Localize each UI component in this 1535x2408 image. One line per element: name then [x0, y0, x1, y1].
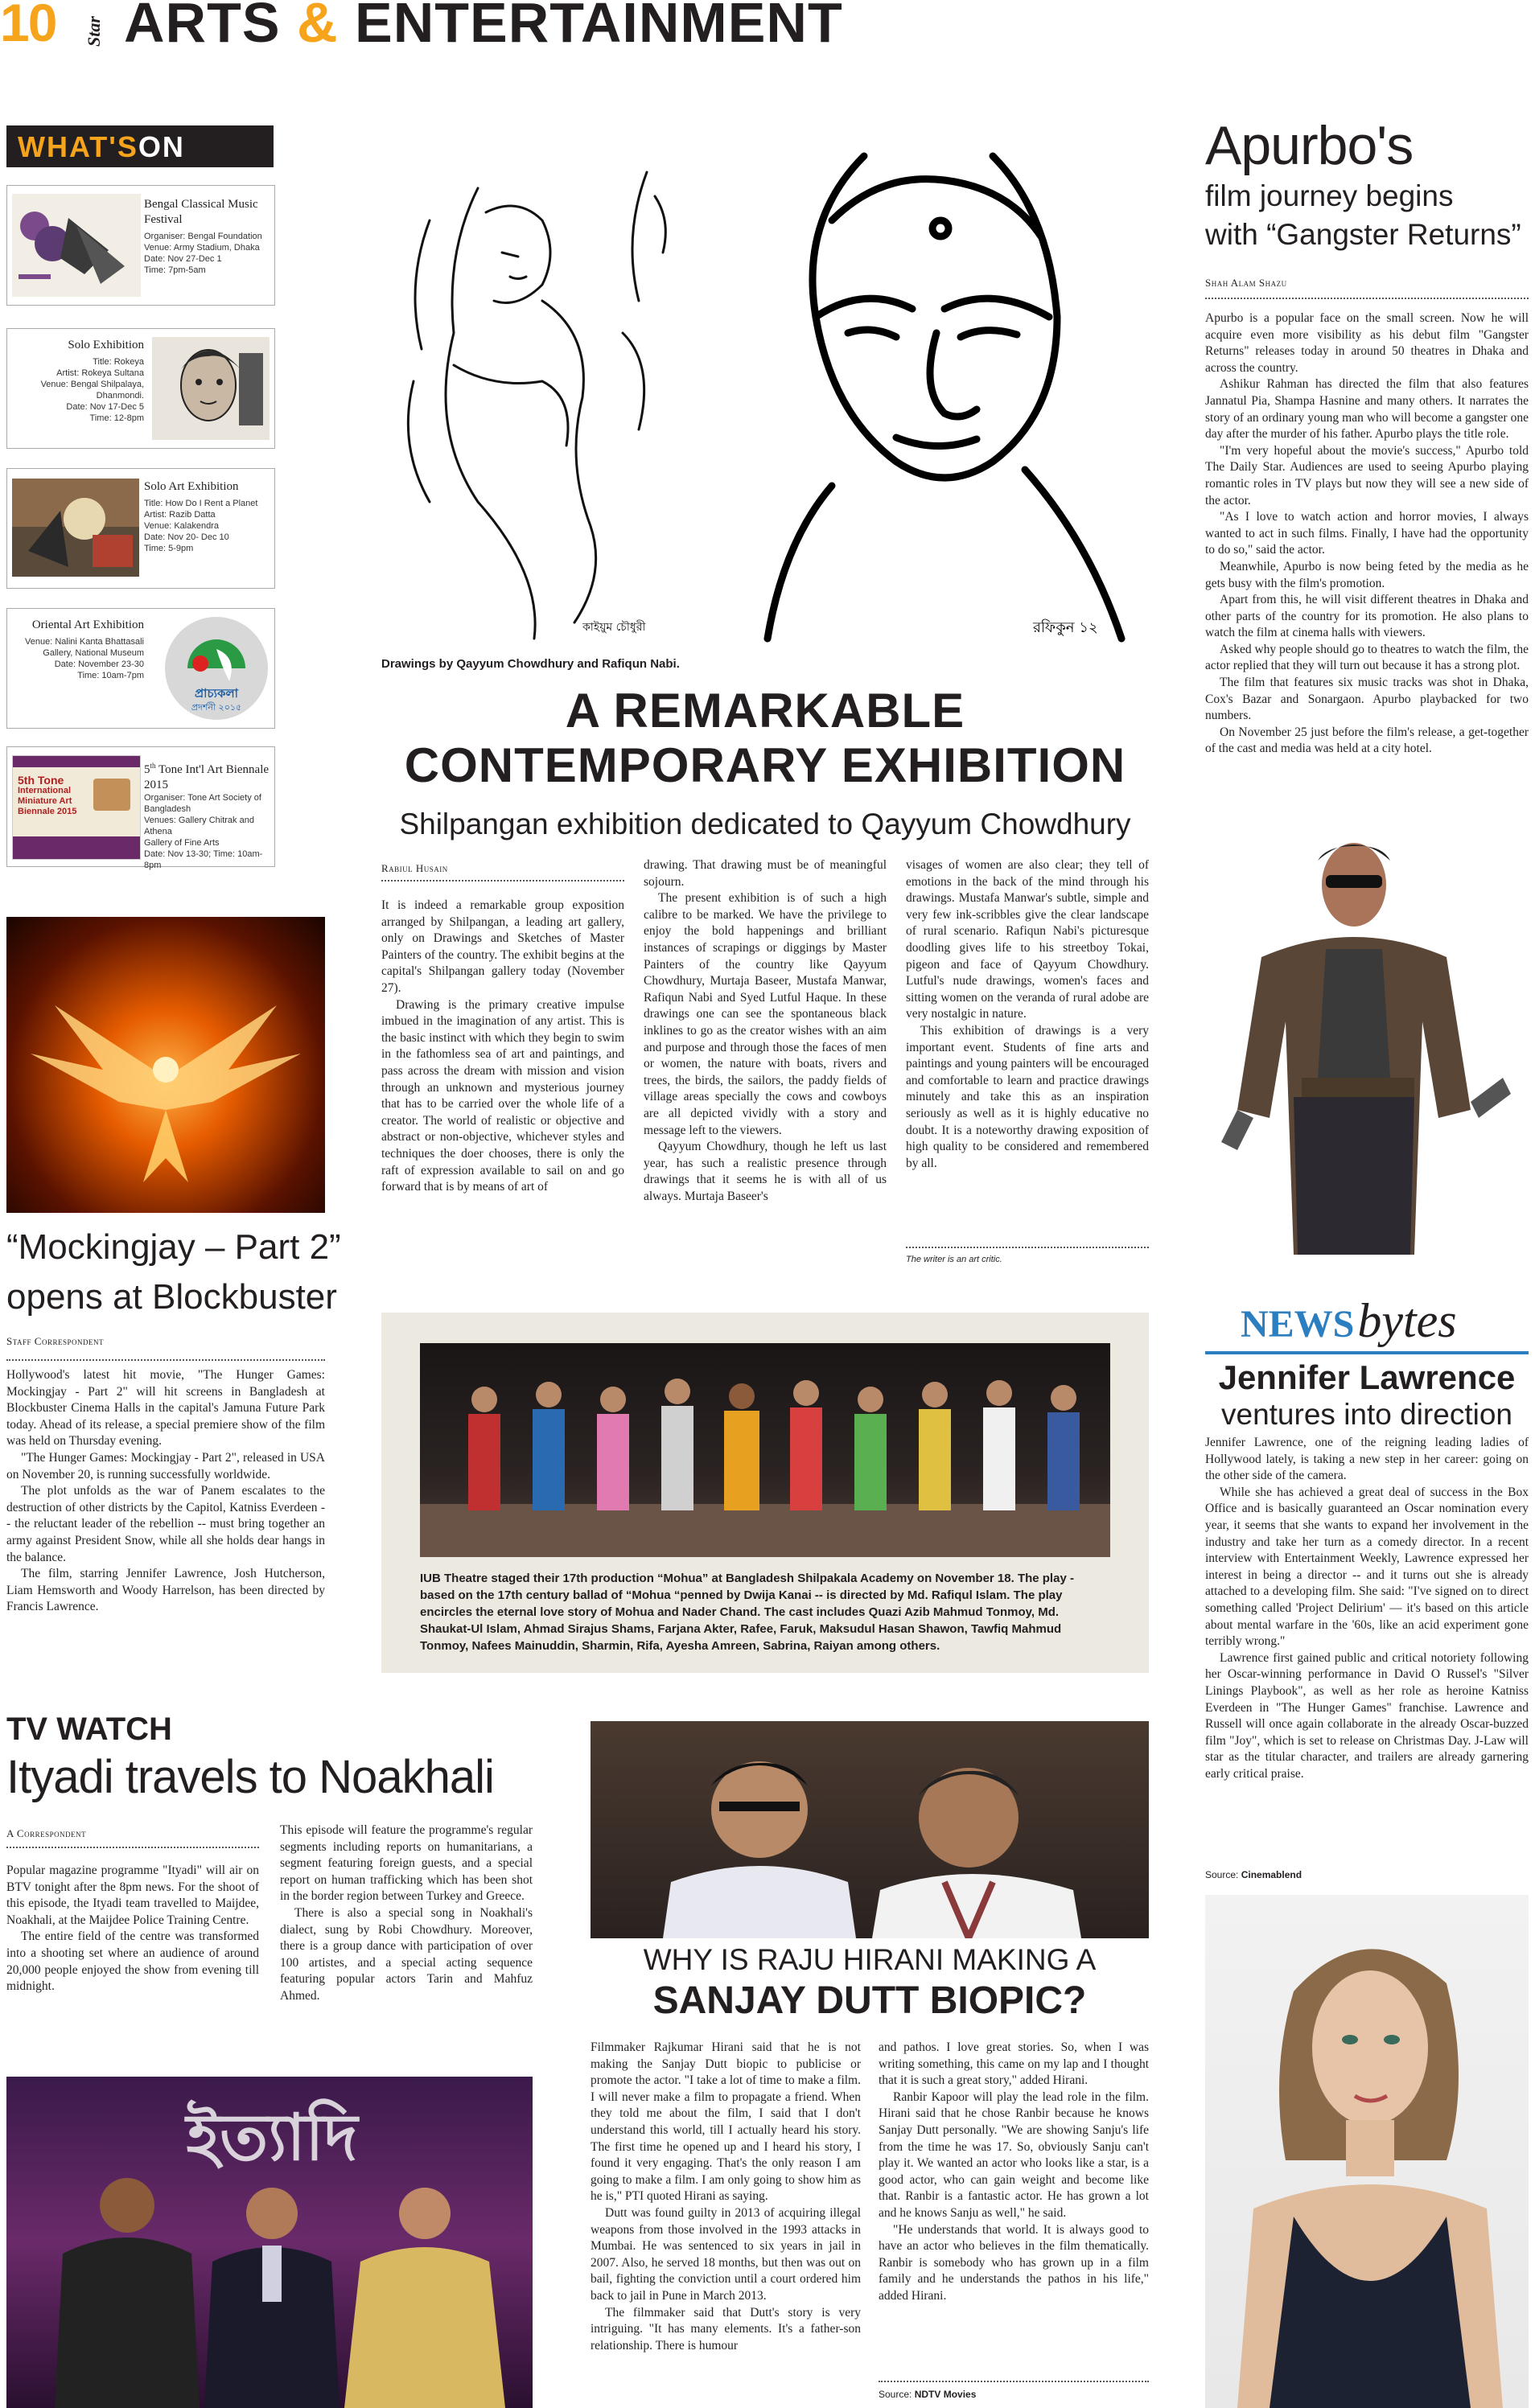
apurbo-headline: Apurbo's film journey begins with “Gangster Returns” — [1205, 115, 1521, 251]
event-logo-year: প্রদর্শনী ২০১৫ — [191, 702, 242, 713]
two-men-image — [591, 1721, 1149, 1938]
mockingjay-photo — [6, 917, 325, 1213]
news-bytes-label: NEWS bytes — [1241, 1294, 1457, 1347]
event-details: Organiser: Bengal Foundation Venue: Army Stadium, Dhaka Date: Nov 27-Dec 1 Time: 7pm-5am — [144, 232, 262, 275]
ityadi-col1: Popular magazine programme "Ityadi" will air on BTV tonight after the 8pm news. For the shoot of this episode, the Ityadi team travelled to Maijdee, Noakhali, at the Maijdee Police Training Centre. The entire field of the centre was transformed into a shooting set where an audience of around 20,000 people enjoyed the show from evening till midnight. — [6, 1864, 259, 1994]
event-details: Title: How Do I Rent a Planet Artist: Razib Datta Venue: Kalakendra Date: Nov 20- Dec 10 Time: 5-9pm — [144, 499, 258, 553]
divider — [1205, 298, 1529, 299]
section-title — [124, 0, 843, 55]
page-number: 10 — [0, 0, 56, 52]
divider — [879, 2381, 1149, 2382]
event-card — [6, 746, 275, 870]
event-title: Oriental Art Exhibition — [31, 618, 144, 631]
apurbo-body: Apurbo is a popular face on the small screen. Now he will acquire even more visibility as his debut film "Gangster Returns" releases today in around 50 theatres in Dhaka and across the country. Ashikur Rahman has directed the film that also features Jannatul Pia, Shampa Hasnine and many others. It narrates the story of an ordinary young man who will become a gangster one day after the murder of his father. Apurbo plays the title role. "I'm very hopeful about the movie's success," Apurbo told The Daily Star. Audiences are used to seeing Apurbo playing romantic roles in TV plays but now they will see a new side of the actor. "As I love to watch action and horror movies, I always wanted to act in such films. Finally, I have had the opportunity to do so," said the actor. Meanwhile, Apurbo is now being feted by the media as he gets busy with the film's promotion. Apart from this, he will visit different theatres in Dhaka and other parts of the country for its promotion. He also plans to watch the film at cinema halls with viewers. Asked why people should go to theatres to watch the film, the actor replied that they will turn out because it has a strong plot. The film that features six music tracks was shot in Dhaka, Cox's Bazar and Sonargaon. Apurbo playbacked for two numbers. On November 25 just before the film's release, a get-together of the cast and media was held at a city hotel. — [1205, 311, 1529, 756]
mockingjay-bird-icon — [6, 917, 325, 1213]
ityadi-byline: A Correspondent — [6, 1827, 87, 1839]
mockingjay-body: Hollywood's latest hit movie, "The Hunger Games: Mockingjay - Part 2" will hit screens in Bangladesh at Blockbuster Cinema Halls in the capital's Jamuna Future Park today. Ahead of its release, a special premiere show of the film was held on Thursday evening. "The Hunger Games: Mockingjay - Part 2", released in USA on November 20, is running successfully worldwide. The plot unfolds as the war of Panem escalates to the destruction of other districts by the Capitol, Katniss Everdeen -- the reluctant leader of the rebellion -- must bring together an army against President Snow, while all she holds dear hangs in the balance. The film, starring Jennifer Lawrence, Josh Hutcherson, Liam Hemsworth and Woody Harrelson, has been directed by Francis Lawrence. — [6, 1368, 325, 1614]
theatre-box — [381, 1313, 1149, 1673]
whats-on-label: WHAT'SON — [18, 130, 185, 163]
hirani-source: Source: NDTV Movies — [879, 2389, 977, 2400]
hirani-headline: WHY IS RAJU HIRANI MAKING A SANJAY DUTT BIOPIC? — [643, 1943, 1097, 2022]
stage-cast-image — [420, 1343, 1110, 1557]
event-logo — [165, 617, 268, 720]
divider — [6, 1847, 259, 1848]
theatre-photo — [420, 1343, 1110, 1557]
hirani-col2: and pathos. I love great stories. So, when I was writing something, this came on my lap and I thought that it is such a great story," added Hirani. Ranbir Kapoor will play the lead role in the film. Hirani said that he chose Ranbir because he knows Sanjay Dutt personally. "We are showing Sanju's life from the time he was 17. So, obviously Sanju can't play it. We wanted an actor who looks like a star, is a good actor, who can gain weight and become like that. Ranbir is a fantastic actor. He has grown a lot and he knows Sanju as well," he said. "He understands that world. It is always good to have an actor who believes in the film thematically. Ranbir is somebody who has grown up in a film family and he understands the pathos in his life," added Hirani. — [879, 2040, 1149, 2303]
jlaw-source: Source: Cinemablend — [1205, 1869, 1302, 1880]
divider — [381, 880, 624, 881]
event-card — [6, 468, 275, 589]
ityadi-photo — [6, 2077, 533, 2408]
exhibition-photo-caption: Drawings by Qayyum Chowdhury and Rafiqun Nabi. — [381, 657, 680, 671]
mockingjay-byline: Staff Correspondent — [6, 1335, 104, 1347]
divider — [6, 1359, 325, 1361]
jlaw-headline: Jennifer Lawrence ventures into direction — [1218, 1358, 1516, 1431]
exhibition-col2: drawing. That drawing must be of meaningful sojourn. The present exhibition is of such a high calibre to be marked. We have the privilege to enjoy the bold happenings and brilliant instances of scrapings or diggings by Master Painters of the country like Qayyum Chowdhury, Murtaja Baseer, Mustafa Manwar, Rafiqun Nabi and Syed Lutful Haque. In these drawings one can see the spontaneous black inklines to go as the creator wishes with an aim and purpose and through those the faces of men or women, the nature with boats, rivers and trees, the birds, the sailors, the paddy fields of village areas specially the cows and cowboys are all depicted vividly with a story and message left to the viewers. Qayyum Chowdhury, though he left us last year, has such a realistic presence through drawings that it seems he is with all of us always. Murtaja Baseer's — [644, 858, 887, 1203]
exhibition-col3: visages of women are also clear; they tell of emotions in the back of the mind through his drawings. Mustafa Manwar's subtle, simple and very few ink-scribbles give the clear landscape of rural scenario. Rafiqun Nabi's picturesque doodling gives life to his streetboy Tokai, pigeon and face of Qayyum Chowdhury. Lutful's nude drawings, women's faces and sitting women on the veranda of rural adobe are very nostalgic in nature. This exhibition of drawings is a very important event. Students of fine arts and paintings and young painters will be encouraged and comfortable to learn and practice drawings minutely and take this as an inspiration seriously as well as it is highly educative no doubt. It is a noteworthy drawing exposition of high quality to be considered and remembered by all. — [906, 858, 1149, 1170]
event-card — [6, 185, 275, 306]
ink-drawing-image — [381, 124, 1149, 650]
exhibition-byline: Rabiul Husain — [381, 862, 448, 874]
writer-note: The writer is an art critic. — [906, 1255, 1002, 1264]
ityadi-headline: Ityadi travels to Noakhali — [6, 1751, 494, 1803]
exhibition-col1: It is indeed a remarkable group exposition arranged by Shilpangan, a leading art gallery, only on Drawings and Sketches of Master Painters of the country. The exhibit begins at the capital's Shilpangan gallery today (November 27). Drawing is the primary creative impulse imbued in the imagination of any artist. This is the basic instinct with which they begin to swim in the fathomless sea of art and paintings, and pass across the dream with mission and vision through an unknown and mysterious journey that has to be carried over the whole life of a creator. The world of realistic or objective and abstract or non-objective, whichever styles and techniques the doer chooses, there is only the raft of expression available to sail on and go forward that is by means of art of — [381, 898, 624, 1194]
event-card — [6, 608, 275, 729]
hosts-image — [6, 2173, 533, 2408]
event-image — [152, 337, 270, 440]
actor-figure-image — [1205, 836, 1535, 1255]
ityadi-col2: This episode will feature the programme's regular segments including reports on humanitarians, a segment featuring foreign guests, and a special report on human trafficking which has been shot in the border region between Turkey and Greece. There is also a special song in Noakhali's dialect, sung by Robi Chowdhury. Moreover, there is a group dance with participation of over 100 artistes, and a special acting sequence featuring popular actors Tarin and Mahfuz Ahmed. — [280, 1823, 533, 2003]
section-title-entertainment: ENTERTAINMENT — [355, 0, 843, 54]
brand-mark: Star — [84, 16, 104, 47]
event-title: Bengal Classical Music Festival — [144, 198, 258, 226]
event-logo-text: প্রাচ্যকলা — [194, 686, 238, 701]
jlaw-photo — [1205, 1895, 1529, 2408]
portrait-image — [1205, 1895, 1529, 2408]
exhibition-subhead: Shilpangan exhibition dedicated to Qayyum Chowdhury — [399, 807, 1131, 840]
apurbo-byline: Shah Alam Shazu — [1205, 277, 1287, 289]
stage-logo: ইত্যাদি — [186, 2100, 358, 2175]
event-details: Venue: Nalini Kanta Bhattasali Gallery, National Museum Date: November 23-30 Time: 10am-7pm — [25, 637, 144, 680]
exhibition-drawings — [381, 124, 1149, 650]
event-title: 5th Tone Int'l Art Biennale 2015 — [144, 762, 270, 791]
hirani-col1: Filmmaker Rajkumar Hirani said that he is not making the Sanjay Dutt biopic to publicise or promote the actor. "I take a lot of time to make a film. I will never make a film to propagate a friend. When they told me about the film, I said that I don't understand this world, till I actually heard his story. The first time he opened up and I heard his story, I found it very engaging. That's the only reason I am going to make a film. I am only going to show him as he is," PTI quoted Hirani as saying. Dutt was found guilty in 2013 of acquiring illegal weapons from those involved in the 1993 attacks in Mumbai. He was sentenced to six years in jail in 2007. Also, he served 18 months, but then was out on bail, fighting the conviction until a court ordered him back to jail in Pune in March 2013. The filmmaker said that Dutt's story is very intriguing. "It has many elements. It's a father-son relationship. There is humour — [591, 2040, 861, 2353]
event-image — [12, 479, 139, 577]
event-title: Solo Art Exhibition — [144, 480, 239, 493]
divider — [906, 1247, 1149, 1248]
news-bytes-rule — [1205, 1351, 1529, 1354]
event-image — [12, 194, 141, 297]
event-details: Organiser: Tone Art Society of Bangladesh Venues: Gallery Chitrak and Athena Gallery of Fine Arts Date: Nov 13-30; Time: 10am-8pm — [144, 793, 263, 870]
event-card — [6, 328, 275, 449]
exhibition-headline: A REMARKABLE CONTEMPORARY EXHIBITION — [404, 684, 1126, 792]
poster-text: 5th Tone International Miniature Art Biennale 2015 — [18, 774, 77, 816]
signature-right: রফিকুন ১২ — [1033, 619, 1098, 636]
section-title-ampersand: & — [297, 0, 339, 54]
whats-on-banner — [6, 125, 274, 167]
tv-watch-label: TV WATCH — [6, 1711, 172, 1747]
event-title: Solo Exhibition — [68, 339, 144, 351]
event-details: Title: Rokeya Artist: Rokeya Sultana Venue: Bengal Shilpalaya, Dhanmondi. Date: Nov 17-Dec 5 Time: 12-8pm — [40, 357, 144, 423]
event-poster — [12, 755, 141, 860]
apurbo-photo — [1205, 836, 1535, 1255]
jlaw-body: Jennifer Lawrence, one of the reigning leading ladies of Hollywood lately, is taking a new step in her career: going on the other side of the camera. While she has achieved a great deal of success in the Box Office and is basically guaranteed an Oscar nomination every year, it seems that she wants to expand her involvement in the industry and take her turn as a comedy director. In a recent interview with Entertainment Weekly, Lawrence expressed her interest in being a director -- and it turns out she is already attached to a developing film. She said: "I've signed on to direct something called 'Project Delirium' — it's based on this article about mental warfare in the '60s, like an acid experiment gone terribly wrong." Lawrence first gained public and critical notoriety following her Oscar-winning performance in David O Russel's "Silver Linings Playbook", as well as her role as heroine Katniss Everdeen in "The Hunger Games" franchise. Lawrence and Russell will once again collaborate in the already Oscar-buzzed film "Joy", which is set to release on Christmas Day. J-Law will star as the titular character, and trailers are already garnering early critical praise. — [1205, 1436, 1529, 1781]
section-title-arts: ARTS — [124, 0, 281, 54]
hirani-photo — [591, 1721, 1149, 1938]
signature-left: কাইয়ুম চৌধুরী — [582, 621, 646, 634]
theatre-caption: IUB Theatre staged their 17th production “Mohua” at Bangladesh Shilpakala Academy on November 18. The play - based on the 17th century ballad of “Mohua “penned by Dwija Kanai -- is directed by Md. Rafiqul Islam. The play encircles the eternal love story of Mohua and Nader Chand. The cast includes Quazi Azib Mahmud Tonmoy, Md. Shaukat-Ul Islam, Ahmad Sirajus Shams, Farjana Akter, Rafee, Faruk, Maksudul Hasan Shawon, Tawfiq Mahmud Tonmoy, Nafees Mainuddin, Sharmin, Rifa, Ayesha Amreen, Sabrina, Raiyan among others. — [420, 1572, 1074, 1653]
mockingjay-headline: “Mockingjay – Part 2” opens at Blockbuster — [6, 1227, 341, 1317]
